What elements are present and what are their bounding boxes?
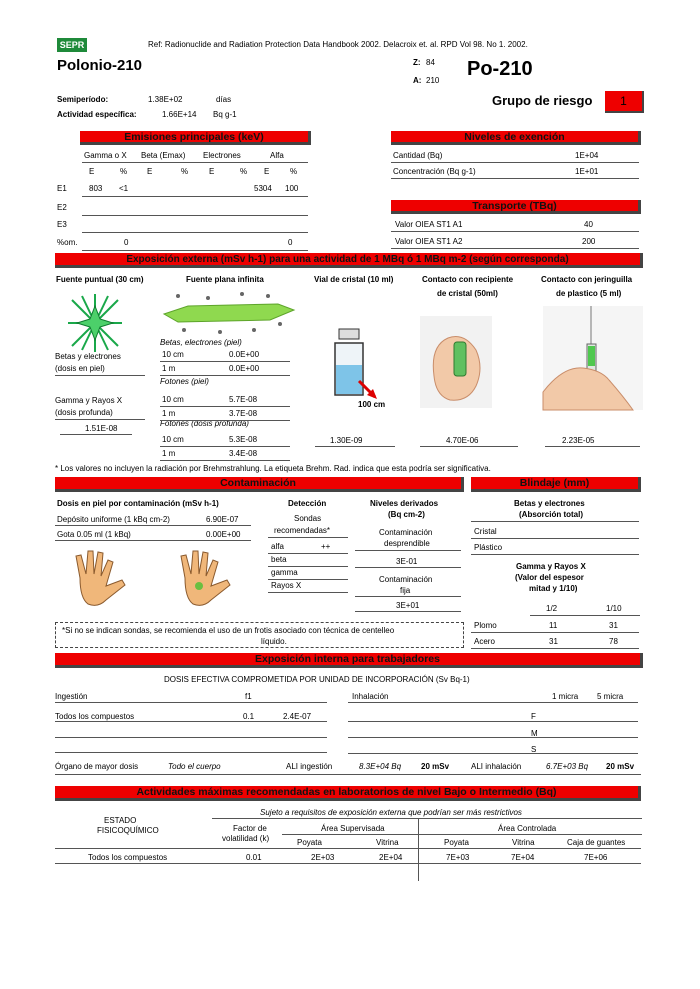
plane-value: 5.7E-08 [229, 395, 258, 404]
external-head-container-2: de cristal (50ml) [437, 289, 498, 298]
detection-divider [268, 537, 348, 538]
contamination-title: Contaminación [55, 477, 464, 492]
plane-distance: 10 cm [162, 395, 184, 404]
betas-title: Betas, electrones (piel) [160, 338, 242, 347]
derived-levels-title-1: Niveles derivados [370, 499, 439, 508]
exemption-label-quantity: Cantidad (Bq) [393, 151, 443, 160]
internal-divider [348, 753, 638, 754]
probe-name: gamma [271, 568, 298, 577]
plane-distance: 1 m [162, 409, 176, 418]
state-label-2: FISICOQUÍMICO [97, 826, 159, 835]
emission-row-label: E1 [57, 184, 67, 193]
emissions-subhead: % [120, 167, 128, 176]
probe-name: alfa [271, 542, 284, 551]
detection-sub-1: Sondas [294, 514, 322, 523]
state-label-1: ESTADO [104, 816, 137, 825]
class-f: F [531, 712, 536, 721]
plane-distance: 1 m [162, 364, 176, 373]
row-divider [268, 592, 348, 593]
shield-steel-label: Acero [474, 637, 495, 646]
shield-lead-label: Plomo [474, 621, 497, 630]
activities-v5: 7E+06 [584, 853, 608, 862]
ingestion-label: Ingestión [55, 692, 88, 701]
shield-divider [471, 632, 639, 633]
shield-glass: Cristal [474, 527, 497, 536]
organ-label: Órgano de mayor dosis [55, 762, 139, 771]
class-s: S [531, 745, 537, 754]
col-poyata-2: Poyata [444, 838, 469, 847]
organ-value: Todo el cuerpo [168, 762, 221, 771]
emission-cell: 803 [89, 184, 103, 193]
shield-divider [530, 615, 640, 616]
external-title: Exposición externa (mSv h-1) para una actividad de 1 MBq ó 1 MBq m-2 (según corresponda) [55, 253, 643, 268]
exemption-label-concentration: Concentración (Bq g-1) [393, 167, 476, 176]
activities-compound: Todos los compuestos [88, 853, 168, 862]
shield-betas-title-1: Betas y electrones [514, 499, 585, 508]
skin-divider [55, 525, 251, 526]
plane-distance: 10 cm [162, 435, 184, 444]
shield-betas-title-2: (Absorción total) [519, 510, 583, 519]
emission-row-label: E2 [57, 203, 67, 212]
emissions-subhead: E [264, 167, 270, 176]
syringe-underline [545, 446, 640, 447]
area-separator [418, 819, 419, 881]
removable-1: Contaminación [379, 528, 433, 537]
probe-name: Rayos X [271, 581, 302, 590]
plane-value: 3.7E-08 [229, 409, 258, 418]
activity-label: Actividad específica: [57, 110, 137, 119]
activities-v2: 2E+04 [379, 853, 403, 862]
transport-divider [391, 248, 639, 249]
external-head-vial: Vial de cristal (10 ml) [314, 275, 394, 284]
row-divider [82, 215, 308, 216]
infinite-plane-icon [158, 290, 298, 338]
beta-divider [55, 375, 145, 376]
emission-cell: 0 [288, 238, 293, 247]
probe-note-box [55, 622, 464, 648]
internal-subtitle: DOSIS EFECTIVA COMPROMETIDA POR UNIDAD DE INCORPORACIÓN (Sv Bq-1) [164, 675, 470, 684]
emissions-subhead: % [290, 167, 298, 176]
shield-gamma-title-2: (Valor del espesor [515, 573, 584, 582]
skin-divider [55, 540, 251, 541]
exemption-value-quantity: 1E+04 [575, 151, 599, 160]
plane-value: 5.3E-08 [229, 435, 258, 444]
shield-lead-tenth: 31 [609, 621, 618, 630]
transport-label-a2: Valor OIEA ST1 A2 [395, 237, 463, 246]
row-divider [160, 406, 290, 407]
fixed-1: Contaminación [379, 575, 433, 584]
row-divider [268, 579, 348, 580]
external-head-point: Fuente puntual (30 cm) [56, 275, 144, 284]
external-head-syringe-2: de plastico (5 ml) [556, 289, 622, 298]
detection-sub-2: recomendadas* [274, 526, 331, 535]
row-divider [82, 196, 308, 197]
sepr-logo: SEPR [57, 38, 87, 52]
shield-col-half: 1/2 [546, 604, 558, 613]
plane-value: 3.4E-08 [229, 449, 258, 458]
reference-text: Ref: Radionuclide and Radiation Protection Data Handbook 2002. Delacroix et. al. RPD Vol 98. No 1. 2002. [148, 40, 528, 49]
col-poyata-1: Poyata [297, 838, 322, 847]
ali-inhalation-dose: 20 mSv [606, 762, 635, 771]
supervised-area: Área Supervisada [321, 824, 385, 833]
internal-title: Exposición interna para trabajadores [55, 653, 643, 668]
nuclide-symbol: Po-210 [467, 58, 533, 80]
external-head-syringe-1: Contacto con jeringuilla [541, 275, 633, 284]
col-vitrina-1: Vitrina [376, 838, 399, 847]
probe-mark: ++ [321, 542, 331, 551]
class-m: M [531, 729, 538, 738]
shield-gamma-title-1: Gamma y Rayos X [516, 562, 586, 571]
activities-subtitle: Sujeto a requisitos de exposición externa que podrían ser más restrictivos [260, 808, 522, 817]
shield-col-tenth: 1/10 [606, 604, 622, 613]
plane-distance: 10 cm [162, 350, 184, 359]
vial-value: 1.30E-09 [330, 436, 363, 445]
point-source-value: 1.51E-08 [85, 424, 118, 433]
drop-label: Gota 0.05 ml (1 kBq) [57, 530, 131, 539]
external-head-container-1: Contacto con recipiente [422, 275, 514, 284]
emission-cell: <1 [119, 184, 129, 193]
ali-ingestion-value: 8.3E+04 Bq [359, 762, 402, 771]
risk-group-label: Grupo de riesgo [492, 93, 593, 108]
point-value-underline [60, 434, 132, 435]
syringe-value: 2.23E-05 [562, 436, 595, 445]
derived-levels-title-2: (Bq cm-2) [388, 510, 425, 519]
activities-divider [282, 834, 642, 835]
plane-value: 0.0E+00 [229, 364, 260, 373]
shield-divider [471, 538, 639, 539]
uniform-hand-icon [70, 548, 140, 612]
vial-distance: 100 cm [358, 400, 386, 409]
external-note: * Los valores no incluyen la radiación por Brehmstrahlung. La etiqueta Brehm. Rad. indica que esta podría ser significativa. [55, 464, 491, 473]
half-life-unit: días [216, 95, 232, 104]
a-value: 210 [426, 76, 440, 85]
vial-underline [315, 446, 395, 447]
external-head-plane: Fuente plana infinita [186, 275, 264, 284]
shield-steel-half: 31 [549, 637, 558, 646]
risk-group-value: 1 [605, 91, 644, 113]
point-source-icon [60, 292, 130, 354]
activity-unit: Bq g-1 [213, 110, 237, 119]
uniform-deposit-label: Depósito uniforme (1 kBq cm-2) [57, 515, 170, 524]
fixed-2: fija [400, 586, 411, 595]
row-divider [82, 250, 308, 251]
vial-icon [325, 325, 385, 405]
half-life-label: Semiperíodo: [57, 95, 109, 104]
internal-divider [55, 721, 327, 722]
inhalation-label: Inhalación [352, 692, 389, 701]
transport-title: Transporte (TBq) [391, 200, 641, 214]
emissions-subhead: % [181, 167, 189, 176]
activities-divider [212, 818, 642, 819]
internal-divider [348, 721, 638, 722]
photons-title: Fotones (piel) [160, 377, 209, 386]
transport-value-a2: 200 [582, 237, 596, 246]
internal-divider [55, 752, 327, 753]
emission-cell: 5304 [254, 184, 272, 193]
activities-v1: 2E+03 [311, 853, 335, 862]
transport-value-a1: 40 [584, 220, 593, 229]
detection-title: Detección [288, 499, 327, 508]
syringe-hand-icon [543, 306, 643, 410]
col-glovebox: Caja de guantes [567, 838, 626, 847]
uniform-deposit-value: 6.90E-07 [206, 515, 239, 524]
ali-ingestion-label: ALI ingestión [286, 762, 333, 771]
emissions-divider [82, 162, 308, 163]
emissions-title: Emisiones principales (keV) [80, 131, 311, 145]
shield-divider [471, 648, 639, 649]
activities-divider [55, 863, 641, 864]
container-hand-icon [420, 316, 492, 408]
ali-ingestion-dose: 20 mSv [421, 762, 450, 771]
emissions-subhead: % [240, 167, 248, 176]
nuclide-name: Polonio-210 [57, 57, 143, 74]
a-label: A: [413, 76, 422, 85]
activities-title: Actividades máximas recomendadas en laboratorios de nivel Bajo o Intermedio (Bq) [55, 786, 641, 801]
internal-divider [55, 737, 327, 738]
ingestion-value: 2.4E-07 [283, 712, 312, 721]
internal-divider [55, 774, 641, 775]
row-divider [160, 375, 290, 376]
emissions-head-gamma: Gamma o X [84, 151, 127, 160]
gamma-label-2: (dosis profunda) [55, 408, 113, 417]
fixed-value-underline [355, 611, 461, 612]
shield-gamma-title-3: mitad y 1/10) [529, 584, 578, 593]
skin-dose-title: Dosis en piel por contaminación (mSv h-1) [57, 499, 219, 508]
col-vitrina-2: Vitrina [512, 838, 535, 847]
exemption-value-concentration: 1E+01 [575, 167, 599, 176]
factor-label-1: Factor de [233, 824, 267, 833]
activity-value: 1.66E+14 [162, 110, 197, 119]
ali-inhalation-label: ALI inhalación [471, 762, 522, 771]
exemption-divider [391, 162, 639, 163]
probe-note-2: líquido. [261, 637, 287, 646]
removable-value-underline [355, 567, 461, 568]
emissions-subhead: E [89, 167, 95, 176]
emissions-subhead: E [147, 167, 153, 176]
f1-value: 0.1 [243, 712, 255, 721]
activities-divider [55, 848, 641, 849]
shield-divider [471, 521, 639, 522]
emissions-subhead: E [209, 167, 215, 176]
micron5-label: 5 micra [597, 692, 624, 701]
beta-label-1: Betas y electrones [55, 352, 121, 361]
internal-compound: Todos los compuestos [55, 712, 135, 721]
activities-v4: 7E+04 [511, 853, 535, 862]
plane-value: 0.0E+00 [229, 350, 260, 359]
photons-deep-title: Fotones (dosis profunda) [160, 419, 249, 428]
activities-k: 0.01 [246, 853, 262, 862]
removable-2: desprendible [384, 539, 430, 548]
plane-distance: 1 m [162, 449, 176, 458]
row-divider [268, 553, 348, 554]
emissions-head-alpha: Alfa [270, 151, 284, 160]
row-divider [160, 460, 290, 461]
internal-divider [348, 737, 638, 738]
exemption-title: Niveles de exención [391, 131, 641, 145]
transport-label-a1: Valor OIEA ST1 A1 [395, 220, 463, 229]
f1-label: f1 [245, 692, 252, 701]
activities-v3: 7E+03 [446, 853, 470, 862]
half-life-value: 1.38E+02 [148, 95, 183, 104]
z-value: 84 [426, 58, 435, 67]
micron1-label: 1 micra [552, 692, 579, 701]
shield-steel-tenth: 78 [609, 637, 618, 646]
fixed-value: 3E+01 [396, 601, 420, 610]
internal-divider [55, 702, 327, 703]
ali-inhalation-value: 6.7E+03 Bq [546, 762, 589, 771]
fixed-divider [355, 596, 461, 597]
removable-divider [355, 550, 461, 551]
gamma-divider [55, 419, 145, 420]
internal-divider [348, 702, 638, 703]
factor-label-2: volatilidad (k) [222, 834, 270, 843]
beta-label-2: (dosis en piel) [55, 364, 105, 373]
shield-lead-half: 11 [549, 621, 558, 630]
probe-note-1: *Si no se indican sondas, se recomienda el uso de un frotis asociado con técnica de centelleo [62, 626, 395, 635]
row-divider [160, 420, 290, 421]
row-divider [160, 446, 290, 447]
drop-value: 0.00E+00 [206, 530, 241, 539]
exemption-divider [391, 178, 639, 179]
gamma-label-1: Gamma y Rayos X [55, 396, 123, 405]
transport-divider [391, 231, 639, 232]
emission-cell: 100 [285, 184, 299, 193]
emission-row-label: E3 [57, 220, 67, 229]
controlled-area: Área Controlada [498, 824, 557, 833]
container-value: 4.70E-06 [446, 436, 479, 445]
row-divider [268, 566, 348, 567]
emission-cell: 0 [124, 238, 129, 247]
emission-row-label: %om. [57, 238, 78, 247]
emissions-head-electrons: Electrones [203, 151, 241, 160]
removable-value: 3E-01 [396, 557, 418, 566]
drop-hand-icon [175, 548, 245, 612]
probe-name: beta [271, 555, 287, 564]
z-label: Z: [413, 58, 421, 67]
shield-plastic: Plástico [474, 543, 503, 552]
row-divider [160, 361, 290, 362]
shielding-title: Blindaje (mm) [471, 477, 641, 492]
shield-divider [471, 554, 639, 555]
emissions-head-beta: Beta (Emax) [141, 151, 186, 160]
container-underline [420, 446, 518, 447]
row-divider [82, 232, 308, 233]
